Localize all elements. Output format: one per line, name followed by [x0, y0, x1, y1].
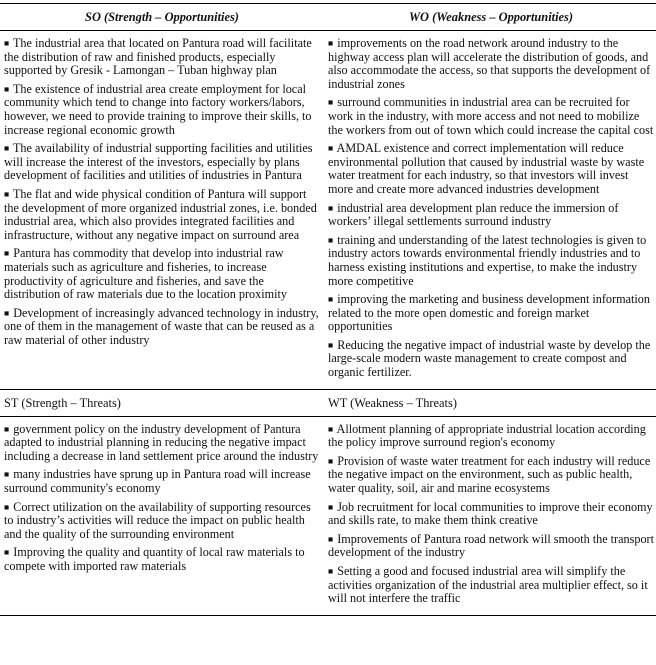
opportunities-header-row — [0, 4, 656, 31]
so-item-text: The flat and wide physical condition of Pantura will support the development of more organized industrial zones, i.e. bonded industrial area, which also provides integrated facilities and infrastructure, without any negative impact on surround area — [4, 186, 317, 242]
wo-item — [328, 202, 654, 229]
square-bullet-icon: ■ — [4, 547, 10, 558]
so-item-text: Pantura has commodity that develop into industrial raw materials such as agriculture and fisheries, to increase productivity of agriculture and fisheries, and save the distribution of raw materials due to the location proximity — [4, 246, 287, 302]
so-header: SO (Strength – Opportunities) — [85, 10, 239, 24]
wo-list — [324, 31, 656, 389]
square-bullet-icon: ■ — [4, 469, 10, 480]
st-item — [4, 468, 320, 495]
square-bullet-icon: ■ — [328, 143, 334, 154]
square-bullet-icon: ■ — [328, 202, 334, 213]
st-item — [4, 423, 320, 464]
wt-header: WT (Weakness – Threats) — [328, 395, 457, 410]
wo-item-text: improvements on the road network around industry to the highway access plan will accelerate the distribution of goods, and also accommodate the access, so that supports the development of industrial zones — [328, 36, 651, 91]
wt-item-text: Provision of waste water treatment for each industry will reduce the negative impact on the environment, such as public health, water quality, soil, air and marine ecosystems — [328, 453, 651, 496]
so-list — [0, 31, 324, 389]
so-item — [4, 142, 320, 183]
so-item — [4, 83, 320, 137]
square-bullet-icon: ■ — [4, 423, 10, 434]
square-bullet-icon: ■ — [328, 566, 334, 576]
wt-item-text: Setting a good and focused industrial area will simplify the activities organization of the industrial area multiplier effect, so it will not interfere the traffic — [328, 564, 648, 606]
square-bullet-icon: ■ — [328, 339, 334, 350]
st-item-text: government policy on the industry development of Pantura adapted to industrial planning in reducing the negative impact including a decrease in land settlement price around the industry — [4, 421, 319, 463]
wt-item-text: Job recruitment for local communities to improve their economy and skills rate, to make them think creative — [328, 499, 653, 528]
wt-item — [328, 423, 654, 450]
threats-body-row — [0, 417, 656, 615]
st-item — [4, 501, 320, 542]
square-bullet-icon: ■ — [328, 501, 334, 512]
square-bullet-icon: ■ — [328, 423, 334, 434]
so-item-text: The industrial area that located on Pantura road will facilitate the distribution of raw and finished products, especially supported by Gresik - Lamongan – Tuban highway plan — [4, 36, 312, 78]
wo-header: WO (Weakness – Opportunities) — [409, 10, 573, 24]
st-header: ST (Strength – Threats) — [4, 395, 121, 410]
square-bullet-icon: ■ — [4, 248, 10, 259]
so-item — [4, 37, 320, 78]
wo-item-text: training and understanding of the latest technologies is given to industry actors towards environmental friendly industries and to harness existing institutions and expertise, to make the industry more competitive — [328, 232, 647, 288]
st-header-cell — [0, 390, 324, 416]
wo-item-text: industrial area development plan reduce the immersion of workers’ illegal settlements surround industry — [328, 200, 619, 229]
wt-list — [324, 417, 656, 615]
so-item — [4, 188, 320, 242]
swot-table — [0, 3, 656, 616]
st-item — [4, 546, 320, 573]
square-bullet-icon: ■ — [4, 188, 10, 199]
so-item — [4, 307, 320, 348]
wo-item — [328, 339, 654, 380]
wt-header-cell — [324, 390, 656, 416]
threats-header-row — [0, 390, 656, 417]
so-item — [4, 247, 320, 301]
wo-item-text: Reducing the negative impact of industrial waste by develop the large-scale modern waste management to create compost and organic fertilizer. — [328, 337, 651, 380]
square-bullet-icon: ■ — [328, 294, 334, 305]
square-bullet-icon: ■ — [328, 533, 334, 544]
st-item-text: many industries have sprung up in Pantura road will increase surround community's economy — [4, 467, 311, 496]
so-item-text: The availability of industrial supporting facilities and utilities will increase the interest of the investors, especially by plans development of facilities and utilities of industries in Pantura — [4, 141, 313, 183]
st-item-text: Improving the quality and quantity of local raw materials to compete with imported raw materials — [4, 545, 305, 573]
wo-item — [328, 96, 654, 137]
square-bullet-icon: ■ — [4, 501, 10, 512]
square-bullet-icon: ■ — [328, 38, 334, 48]
square-bullet-icon: ■ — [4, 307, 10, 318]
wo-item — [328, 234, 654, 288]
so-header-cell — [0, 4, 324, 30]
wt-item — [328, 565, 654, 606]
wt-item-text: Allotment planning of appropriate industrial location according the policy improve surround region's economy — [328, 421, 646, 450]
so-item-text: Development of increasingly advanced technology in industry, one of them in the management of waste that can be reused as a raw material of other industry — [4, 305, 319, 347]
wo-item-text: AMDAL existence and correct implementation will reduce environmental pollution that caused by industrial waste by waste water treatment for each industry, so that investors will invest more and create more advanced industries development — [328, 141, 645, 196]
wt-item-text: Improvements of Pantura road network will smooth the transport development of the industry — [328, 531, 654, 560]
wo-item — [328, 142, 654, 196]
square-bullet-icon: ■ — [4, 143, 10, 154]
square-bullet-icon: ■ — [328, 234, 334, 245]
st-item-text: Correct utilization on the availability of supporting resources to industry’s activities will reduce the impact on public health and the quality of the surrounding environment — [4, 499, 311, 541]
wo-item — [328, 37, 654, 91]
square-bullet-icon: ■ — [328, 97, 334, 108]
wo-item-text: improving the marketing and business development information related to the more open domestic and foreign market opportunities — [328, 292, 650, 334]
wt-item — [328, 533, 654, 560]
wt-item — [328, 455, 654, 496]
square-bullet-icon: ■ — [4, 83, 10, 94]
opportunities-body-row — [0, 31, 656, 390]
wo-item-text: surround communities in industrial area can be recruited for work in the industry, with more access and not need to mobilize the workers from out of town which could increase the capital cost — [328, 95, 654, 137]
wt-item — [328, 501, 654, 528]
wo-item — [328, 293, 654, 334]
st-list — [0, 417, 324, 615]
square-bullet-icon: ■ — [328, 455, 334, 466]
wo-header-cell — [324, 4, 656, 30]
so-item-text: The existence of industrial area create employment for local community which tend to change into factory workers/labors, however, we need to provide training to improve their skills, to increase regional economic growth — [4, 81, 312, 137]
square-bullet-icon: ■ — [4, 38, 10, 48]
